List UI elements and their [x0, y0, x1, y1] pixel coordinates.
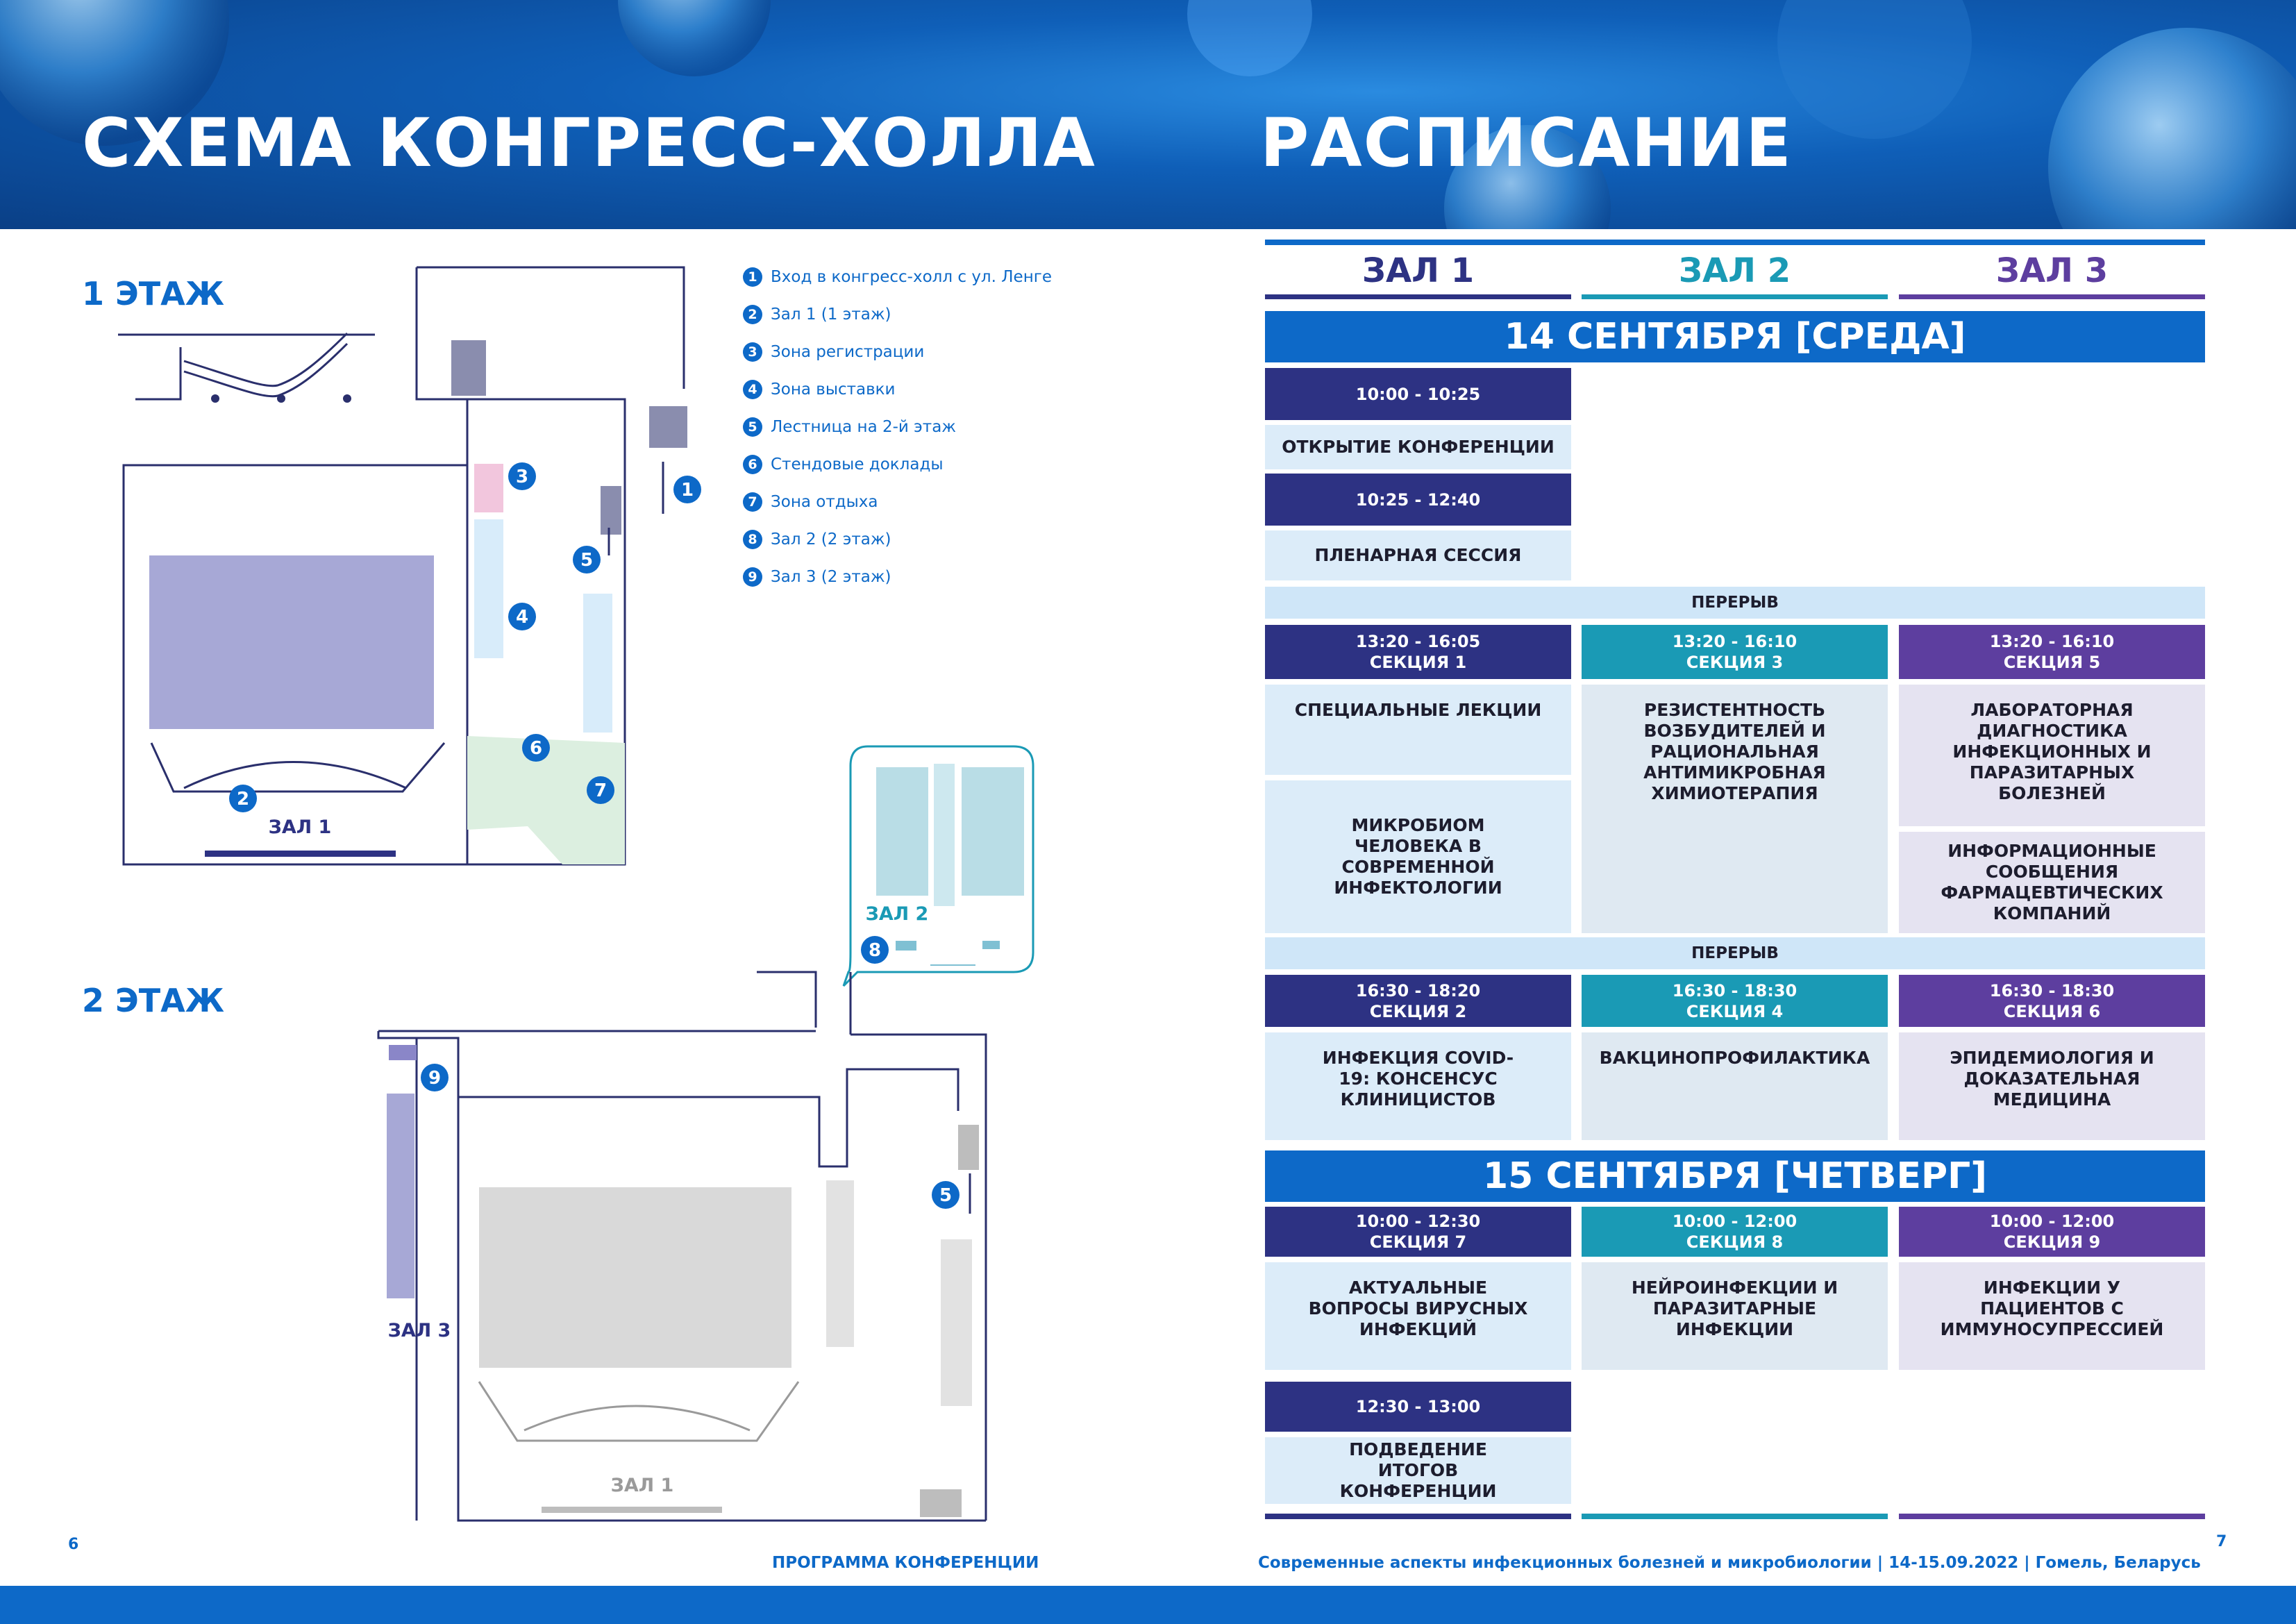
legend-item: 4 Зона выставки [743, 371, 1052, 408]
section6-topic: ЭПИДЕМИОЛОГИЯ И ДОКАЗАТЕЛЬНАЯ МЕДИЦИНА [1899, 1032, 2205, 1140]
marker-3-icon [508, 462, 536, 490]
section3-header: 13:20 - 16:10 СЕКЦИЯ 3 [1582, 625, 1888, 679]
legend-item: 1 Вход в конгресс-холл с ул. Ленге [743, 258, 1052, 296]
section4-header: 16:30 - 18:30 СЕКЦИЯ 4 [1582, 975, 1888, 1027]
marker-5-icon [573, 546, 601, 574]
svg-text:1: 1 [680, 480, 694, 501]
floor2-label: 2 ЭТАЖ [82, 982, 225, 1019]
marker-8-icon [861, 936, 889, 964]
marker-1-icon [673, 476, 701, 503]
svg-text:2: 2 [236, 789, 250, 810]
svg-text:5: 5 [580, 550, 594, 571]
hall3-label: ЗАЛ 3 [387, 1320, 451, 1341]
svg-text:7: 7 [594, 780, 607, 801]
section2-topic: ИНФЕКЦИЯ COVID-19: КОНСЕНСУС КЛИНИЦИСТОВ [1265, 1032, 1571, 1140]
section7-header: 10:00 - 12:30 СЕКЦИЯ 7 [1265, 1207, 1571, 1257]
legend-item: 7 Зона отдыха [743, 483, 1052, 521]
section5-topic-b: ИНФОРМАЦИОННЫЕ СООБЩЕНИЯ ФАРМАЦЕВТИЧЕСКИХ КОМПАНИЙ [1899, 832, 2205, 933]
closing-time: 12:30 - 13:00 [1265, 1382, 1571, 1432]
plenary-title: ПЛЕНАРНАЯ СЕССИЯ [1265, 530, 1571, 580]
bottom-rule-2 [1582, 1514, 1888, 1519]
break-2: ПЕРЕРЫВ [1265, 937, 2205, 969]
day1-title: 14 СЕНТЯБРЯ [СРЕДА] [1265, 311, 2205, 362]
hall2-rule [1582, 294, 1888, 299]
legend-item: 8 Зал 2 (2 этаж) [743, 521, 1052, 558]
floor2-plan [361, 736, 1055, 1534]
section3-topic: РЕЗИСТЕНТНОСТЬ ВОЗБУДИТЕЛЕЙ И РАЦИОНАЛЬНАЯ АНТИМИКРОБНАЯ ХИМИОТЕРАПИЯ [1582, 685, 1888, 933]
floor1-label: 1 ЭТАЖ [82, 275, 225, 312]
section6-header: 16:30 - 18:30 СЕКЦИЯ 6 [1899, 975, 2205, 1027]
section4-topic: ВАКЦИНОПРОФИЛАКТИКА [1582, 1032, 1888, 1140]
left-title: СХЕМА КОНГРЕСС-ХОЛЛА [82, 104, 1096, 182]
right-title: РАСПИСАНИЕ [1260, 104, 1793, 182]
break-1: ПЕРЕРЫВ [1265, 587, 2205, 619]
plenary-time: 10:25 - 12:40 [1265, 474, 1571, 526]
legend-item: 2 Зал 1 (1 этаж) [743, 296, 1052, 333]
hall3-rule [1899, 294, 2205, 299]
hall1-header: ЗАЛ 1 [1361, 251, 1475, 290]
legend [743, 258, 1052, 596]
legend-item: 5 Лестница на 2-й этаж [743, 408, 1052, 446]
hall1-label: ЗАЛ 1 [268, 817, 332, 838]
legend-item: 3 Зона регистрации [743, 333, 1052, 371]
footer-right-text: Современные аспекты инфекционных болезней и микробиологии | 14-15.09.2022 | Гомель, Беларусь [1258, 1554, 2201, 1572]
bottom-rule-1 [1265, 1514, 1571, 1519]
hall2-header: ЗАЛ 2 [1678, 251, 1791, 290]
hall1-rule [1265, 294, 1571, 299]
hall3-header: ЗАЛ 3 [1995, 251, 2109, 290]
section8-header: 10:00 - 12:00 СЕКЦИЯ 8 [1582, 1207, 1888, 1257]
schedule-top-rule [1265, 240, 2205, 245]
legend-item: 9 Зал 3 (2 этаж) [743, 558, 1052, 596]
section1-header: 13:20 - 16:05 СЕКЦИЯ 1 [1265, 625, 1571, 679]
svg-text:9: 9 [428, 1068, 442, 1089]
section5-topic-a: ЛАБОРАТОРНАЯ ДИАГНОСТИКА ИНФЕКЦИОННЫХ И ПАРАЗИТАРНЫХ БОЛЕЗНЕЙ [1899, 685, 2205, 826]
marker-4-icon [508, 603, 536, 630]
svg-text:8: 8 [868, 940, 882, 961]
section9-topic: ИНФЕКЦИИ У ПАЦИЕНТОВ С ИММУНОСУПРЕССИЕЙ [1899, 1262, 2205, 1370]
section1-topic-b: МИКРОБИОМ ЧЕЛОВЕКА В СОВРЕМЕННОЙ ИНФЕКТОЛОГИИ [1265, 780, 1571, 933]
header-banner [0, 0, 2296, 229]
section5-header: 13:20 - 16:10 СЕКЦИЯ 5 [1899, 625, 2205, 679]
section9-header: 10:00 - 12:00 СЕКЦИЯ 9 [1899, 1207, 2205, 1257]
svg-text:5: 5 [939, 1185, 953, 1206]
bottom-rule-3 [1899, 1514, 2205, 1519]
opening-time: 10:00 - 10:25 [1265, 368, 1571, 420]
hall1-floor2-label: ЗАЛ 1 [610, 1475, 674, 1496]
footer-band [0, 1586, 2296, 1624]
page-number-right: 7 [2216, 1533, 2227, 1550]
section2-header: 16:30 - 18:20 СЕКЦИЯ 2 [1265, 975, 1571, 1027]
svg-text:4: 4 [515, 607, 529, 628]
marker-2-icon [229, 785, 257, 812]
section8-topic: НЕЙРОИНФЕКЦИИ И ПАРАЗИТАРНЫЕ ИНФЕКЦИИ [1582, 1262, 1888, 1370]
day2-title: 15 СЕНТЯБРЯ [ЧЕТВЕРГ] [1265, 1150, 2205, 1202]
hall2-label: ЗАЛ 2 [865, 903, 929, 925]
opening-title: ОТКРЫТИЕ КОНФЕРЕНЦИИ [1265, 425, 1571, 469]
closing-title: ПОДВЕДЕНИЕ ИТОГОВ КОНФЕРЕНЦИИ [1265, 1437, 1571, 1504]
section7-topic: АКТУАЛЬНЫЕ ВОПРОСЫ ВИРУСНЫХ ИНФЕКЦИЙ [1265, 1262, 1571, 1370]
svg-text:6: 6 [529, 738, 543, 759]
marker-5-floor2-icon [932, 1181, 960, 1209]
section1-topic-a: СПЕЦИАЛЬНЫЕ ЛЕКЦИИ [1265, 685, 1571, 775]
footer-left-text: ПРОГРАММА КОНФЕРЕНЦИИ [772, 1554, 1039, 1572]
legend-item: 6 Стендовые доклады [743, 446, 1052, 483]
page-number-left: 6 [68, 1536, 79, 1553]
marker-9-icon [421, 1064, 449, 1091]
svg-text:3: 3 [515, 467, 529, 487]
